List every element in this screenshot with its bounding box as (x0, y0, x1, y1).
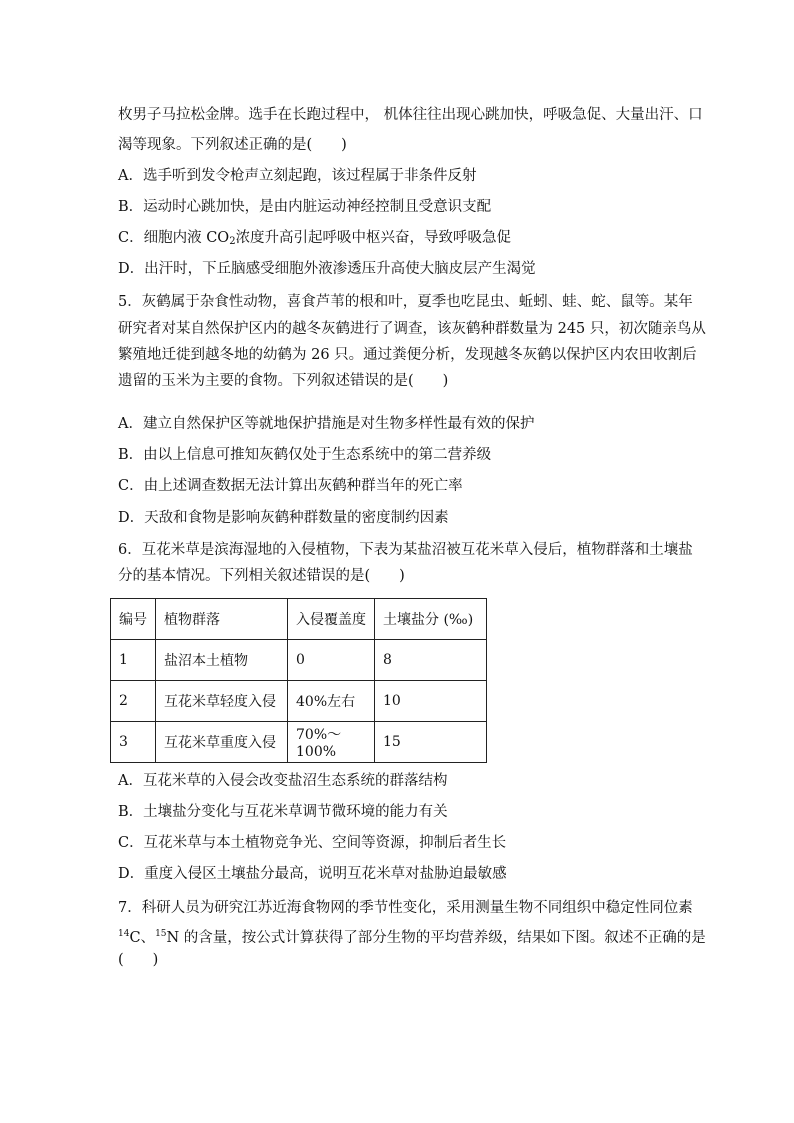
table-cell: 10 (375, 681, 487, 722)
q6-option-d: D．重度入侵区土壤盐分最高，说明互花米草对盐胁迫最敏感 (118, 866, 507, 882)
table-cell: 盐沼本土植物 (156, 640, 288, 681)
q5-option-d: D．天敌和食物是影响灰鹤种群数量的密度制约因素 (118, 510, 449, 526)
table-cell: 互花米草轻度入侵 (156, 681, 288, 722)
table-cell: 3 (111, 722, 156, 763)
table-header-cell: 入侵覆盖度 (288, 599, 375, 640)
isotope-14-sup: 14 (118, 929, 130, 939)
q4-option-d: D．出汗时，下丘脑感受细胞外液渗透压升高使大脑皮层产生渴觉 (118, 261, 536, 277)
table-row (111, 722, 487, 763)
table-row (111, 681, 487, 722)
q6-stem-line-2: 分的基本情况。下列相关叙述错误的是( ) (118, 568, 405, 584)
table-header-cell: 编号 (111, 599, 156, 640)
q5-option-b: B．由以上信息可推知灰鹤仅处于生态系统中的第二营养级 (118, 447, 492, 463)
q4-option-b: B．运动时心跳加快，是由内脏运动神经控制且受意识支配 (118, 199, 492, 215)
table-row (111, 640, 487, 681)
table-cell: 1 (111, 640, 156, 681)
q6-stem-line-1: 6．互花米草是滨海湿地的入侵植物，下表为某盐沼被互花米草入侵后，植物群落和土壤盐 (118, 542, 693, 558)
table-cell: 2 (111, 681, 156, 722)
table-cell: 15 (375, 722, 487, 763)
q7-stem-line-2 (118, 924, 706, 948)
q5-stem-line-4: 遗留的玉米为主要的食物。下列叙述错误的是( ) (118, 373, 449, 389)
q4-stem-line-2: 渴等现象。下列叙述正确的是( ) (118, 137, 347, 153)
q6-option-b: B．土壤盐分变化与互花米草调节微环境的能力有关 (118, 804, 448, 820)
q5-option-a: A．建立自然保护区等就地保护措施是对生物多样性最有效的保护 (118, 416, 535, 432)
table-header-row (111, 599, 487, 640)
q5-stem-line-3: 繁殖地迁徙到越冬地的幼鹤为 26 只。通过粪便分析，发现越冬灰鹤以保护区内农田收割后 (118, 347, 697, 363)
q6-table (110, 598, 487, 763)
q5-stem-line-1: 5．灰鹤属于杂食性动物，喜食芦苇的根和叶，夏季也吃昆虫、蚯蚓、蛙、蛇、鼠等。某年 (118, 294, 693, 310)
q7-stem-line-1: 7．科研人员为研究江苏近海食物网的季节性变化，采用测量生物不同组织中稳定性同位素 (118, 900, 693, 916)
table-cell: 8 (375, 640, 487, 681)
table-cell: 40%左右 (288, 681, 375, 722)
table-cell: 70%～100% (288, 722, 375, 763)
q6-option-a: A．互花米草的入侵会改变盐沼生态系统的群落结构 (118, 773, 448, 789)
table-header-cell: 植物群落 (156, 599, 288, 640)
q7-stem-line-3: ( ) (118, 952, 159, 968)
q5-stem-line-2: 研究者对某自然保护区内的越冬灰鹤进行了调查，该灰鹤种群数量为 245 只，初次随亲鸟从 (118, 321, 706, 337)
q4-option-c-pre: C．细胞内液 CO (118, 230, 230, 246)
q4-stem-line-1: 枚男子马拉松金牌。选手在长跑过程中， 机体往往出现心跳加快，呼吸急促、大量出汗、口 (118, 107, 703, 123)
q5-option-c: C．由上述调查数据无法计算出灰鹤种群当年的死亡率 (118, 478, 463, 494)
q4-option-c-sub: 2 (229, 236, 236, 247)
q7-stem-line-2-a: C、 (129, 930, 156, 946)
isotope-15-sup: 15 (155, 929, 167, 939)
q4-option-a: A．选手听到发令枪声立刻起跑，该过程属于非条件反射 (118, 168, 477, 184)
table-header-cell: 土壤盐分 (‰) (375, 599, 487, 640)
table-cell: 互花米草重度入侵 (156, 722, 288, 763)
q4-option-c-post: 浓度升高引起呼吸中枢兴奋，导致呼吸急促 (235, 230, 512, 246)
q4-option-c (118, 228, 678, 252)
q7-stem-line-2-b: N 的含量，按公式计算获得了部分生物的平均营养级，结果如下图。叙述不正确的是 (166, 930, 706, 946)
q6-option-c: C．互花米草与本土植物竞争光、空间等资源，抑制后者生长 (118, 835, 507, 851)
table-cell: 0 (288, 640, 375, 681)
